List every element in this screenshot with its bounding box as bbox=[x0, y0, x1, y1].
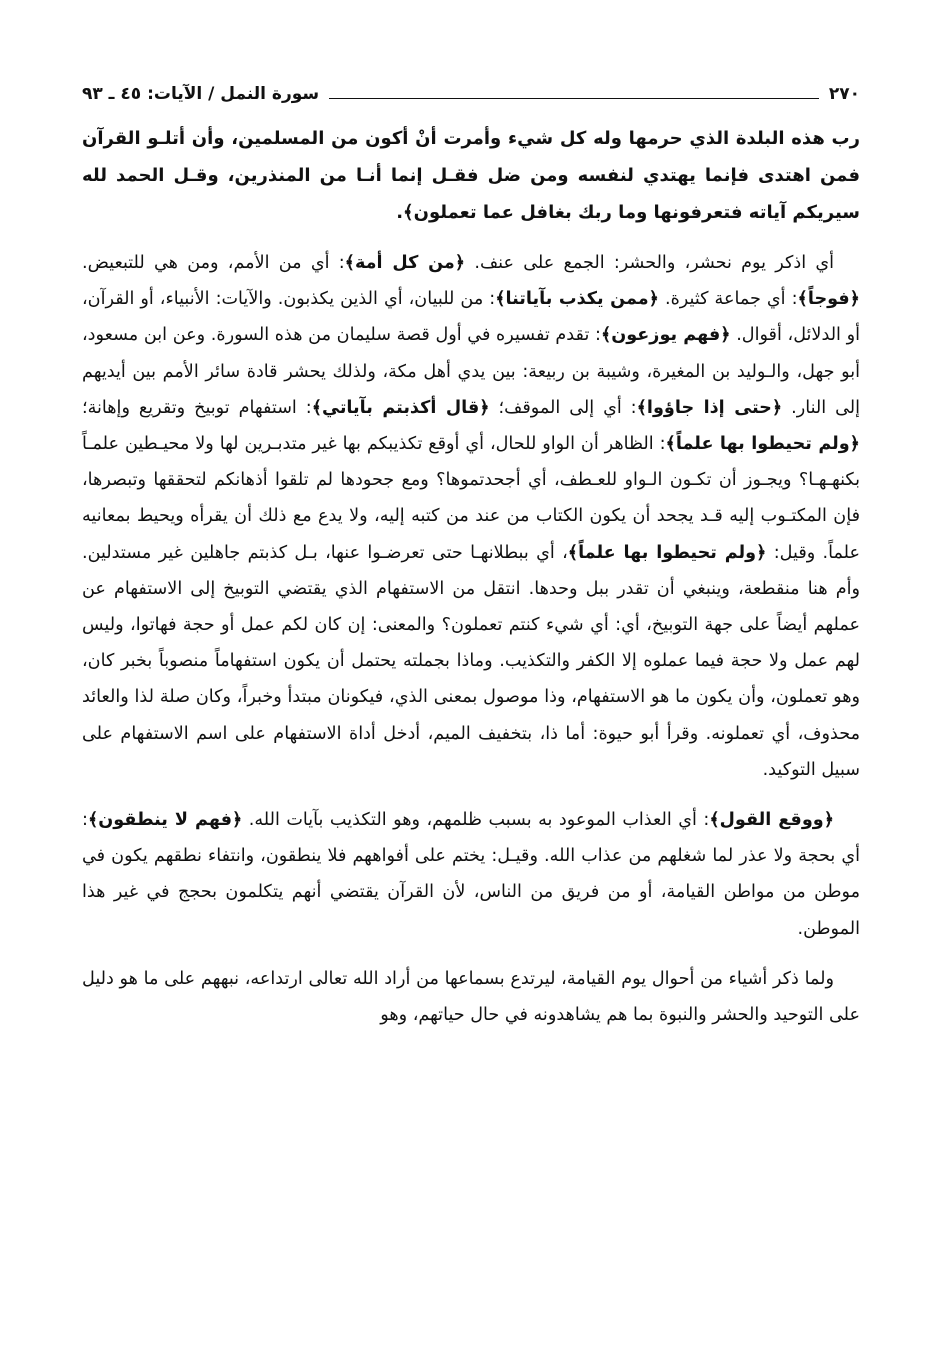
commentary-text: : أي جماعة كثيرة. bbox=[658, 289, 798, 310]
quoted-phrase: ﴿من كل أمة﴾ bbox=[344, 253, 466, 273]
chapter-title: سورة النمل / الآيات: ٤٥ ـ ٩٣ bbox=[82, 84, 320, 104]
quoted-phrase: ﴿ممن يكذب بآياتنا﴾ bbox=[495, 289, 659, 310]
page-number: ٢٧٠ bbox=[828, 84, 860, 104]
running-header bbox=[82, 82, 860, 106]
commentary-text: : أي بحجة ولا عذر لما شغلهم من عذاب الله. وقيـل: يختم على أفواههم فلا ينطقون، وانتفاء نطقهم يكون في موطن من مواطن القيامة، أو من فريق من الناس، لأن القرآن يقتضي أنهم يتكلمون بحجج في غير هذا الموطن. bbox=[82, 810, 860, 939]
commentary-text: : الظاهر أن الواو للحال، أي أوقع تكذيبكم بها غير متدبـرين لها ولا محيـطين علمـاً بكنهـهـا؟ ويجـوز أن تكـون الـواو للعـطف، أي أجحدتموها؟ ومع جحودها لم تلقوا أذهانكم لتحققها وتبصرها، فإن المكتـوب إليه قـد يجحد أن يكون الكتاب من عند من كتبه إليه، ولا يدع مع ذلك أن يقرأه ويحيط بمعانيه علماً. وقيل: bbox=[82, 434, 860, 563]
commentary-paragraph-1 bbox=[82, 245, 860, 788]
commentary-text: : تقدم تفسيره في أول قصة سليمان من هذه السورة. وعن ابن مسعود، أبو جهل، والـوليد بن المغيرة، وشيبة بن ربيعة: بين يدي أهل مكة، ولذلك يحشر قادة سائر الأمم بين أيديهم إلى النار. bbox=[82, 325, 861, 418]
quoted-phrase: ﴿فهم لا ينطقون﴾ bbox=[87, 810, 243, 831]
quoted-phrase: ﴿ووقع القول﴾ bbox=[709, 810, 835, 831]
quoted-phrase: ﴿حتى إذا جاؤوا﴾ bbox=[636, 397, 783, 418]
quoted-phrase: ﴿ولم تحيطوا بها علماً﴾ bbox=[665, 434, 860, 455]
quran-verse: رب هذه البلدة الذي حرمها وله كل شيء وأمرت أنْ أكون من المسلمين، وأن أتلـو القرآن فمن اهتدى فإنما يهتدي لنفسه ومن ضل فقـل إنما أنـا من المنذرين، وقـل الحمد لله سيريكم آياته فتعرفونها وما ربك بغافل عما تعملون﴾. bbox=[82, 128, 860, 223]
commentary-text: : من للبيان، أي الذين يكذبون. والآيات: الأنبياء، أو القرآن، أو الدلائل، أقوال. bbox=[82, 289, 860, 346]
commentary-paragraph-2 bbox=[82, 802, 860, 947]
commentary-text: ولما ذكر أشياء من أحوال يوم القيامة، ليرتدع بسماعها من أراد الله تعالى ارتداعه، نبههم على ما هو دليل على التوحيد والحشر والنبوة بما هم يشاهدونه في حال حياتهم، وهو bbox=[82, 968, 860, 1026]
header-rule bbox=[329, 98, 819, 99]
commentary-text: : أي من الأمم، ومن هي للتبعيض. bbox=[82, 253, 345, 273]
quoted-phrase: ﴿ولم تحيطوا بها علماً﴾ bbox=[567, 542, 767, 563]
commentary-text: أي اذكر يوم نحشر، والحشر: الجمع على عنف. bbox=[465, 253, 835, 273]
quoted-phrase: ﴿فهم يوزعون﴾ bbox=[600, 325, 731, 346]
commentary-text: : استفهام توبيخ وتقريع وإهانة؛ bbox=[82, 397, 312, 418]
commentary-text: ، أي ببطلانهـا حتى تعرضـوا عنها، بـل كذبتم جاهلين غير مستدلين. وأم هنا منقطعة، وينبغي أن تقدر ببل وحدها. انتقل من الاستفهام الذي يقتضي التوبيخ إلى الاستفهام عن عملهم أيضاً على جهة التوبيخ، أي: أي شيء كنتم تعملون؟ والمعنى: إن كان لكم عمل أو حجة فهاتوا، وليس لهم عمل ولا حجة فيما عملوه إلا الكفر والتكذيب. وماذا بجملته يحتمل أن يكون استفهاماً منصوباً بخبر كان، وهو تعملون، وأن يكون ما هو الاستفهام، وذا موصول بمعنى الذي، فيكونان مبتدأ وخبراً، وكان صلة لذا والعائد محذوف، أي تعملونه. وقرأ أبو حيوة: أما ذا، بتخفيف الميم، أدخل أداة الاستفهام على اسم الاستفهام على سبيل التوكيد. bbox=[82, 542, 860, 780]
quoted-phrase: ﴿قال أكذبتم بآياتي﴾ bbox=[311, 397, 490, 418]
quoted-phrase: ﴿فوجاً﴾ bbox=[797, 289, 860, 310]
commentary-text: : أي العذاب الموعود به بسبب ظلمهم، وهو التكذيب بآيات الله. bbox=[242, 810, 710, 831]
commentary-paragraph-3 bbox=[82, 961, 860, 1033]
book-page bbox=[82, 82, 860, 1033]
commentary-text: : أي إلى الموقف؛ bbox=[489, 397, 637, 418]
